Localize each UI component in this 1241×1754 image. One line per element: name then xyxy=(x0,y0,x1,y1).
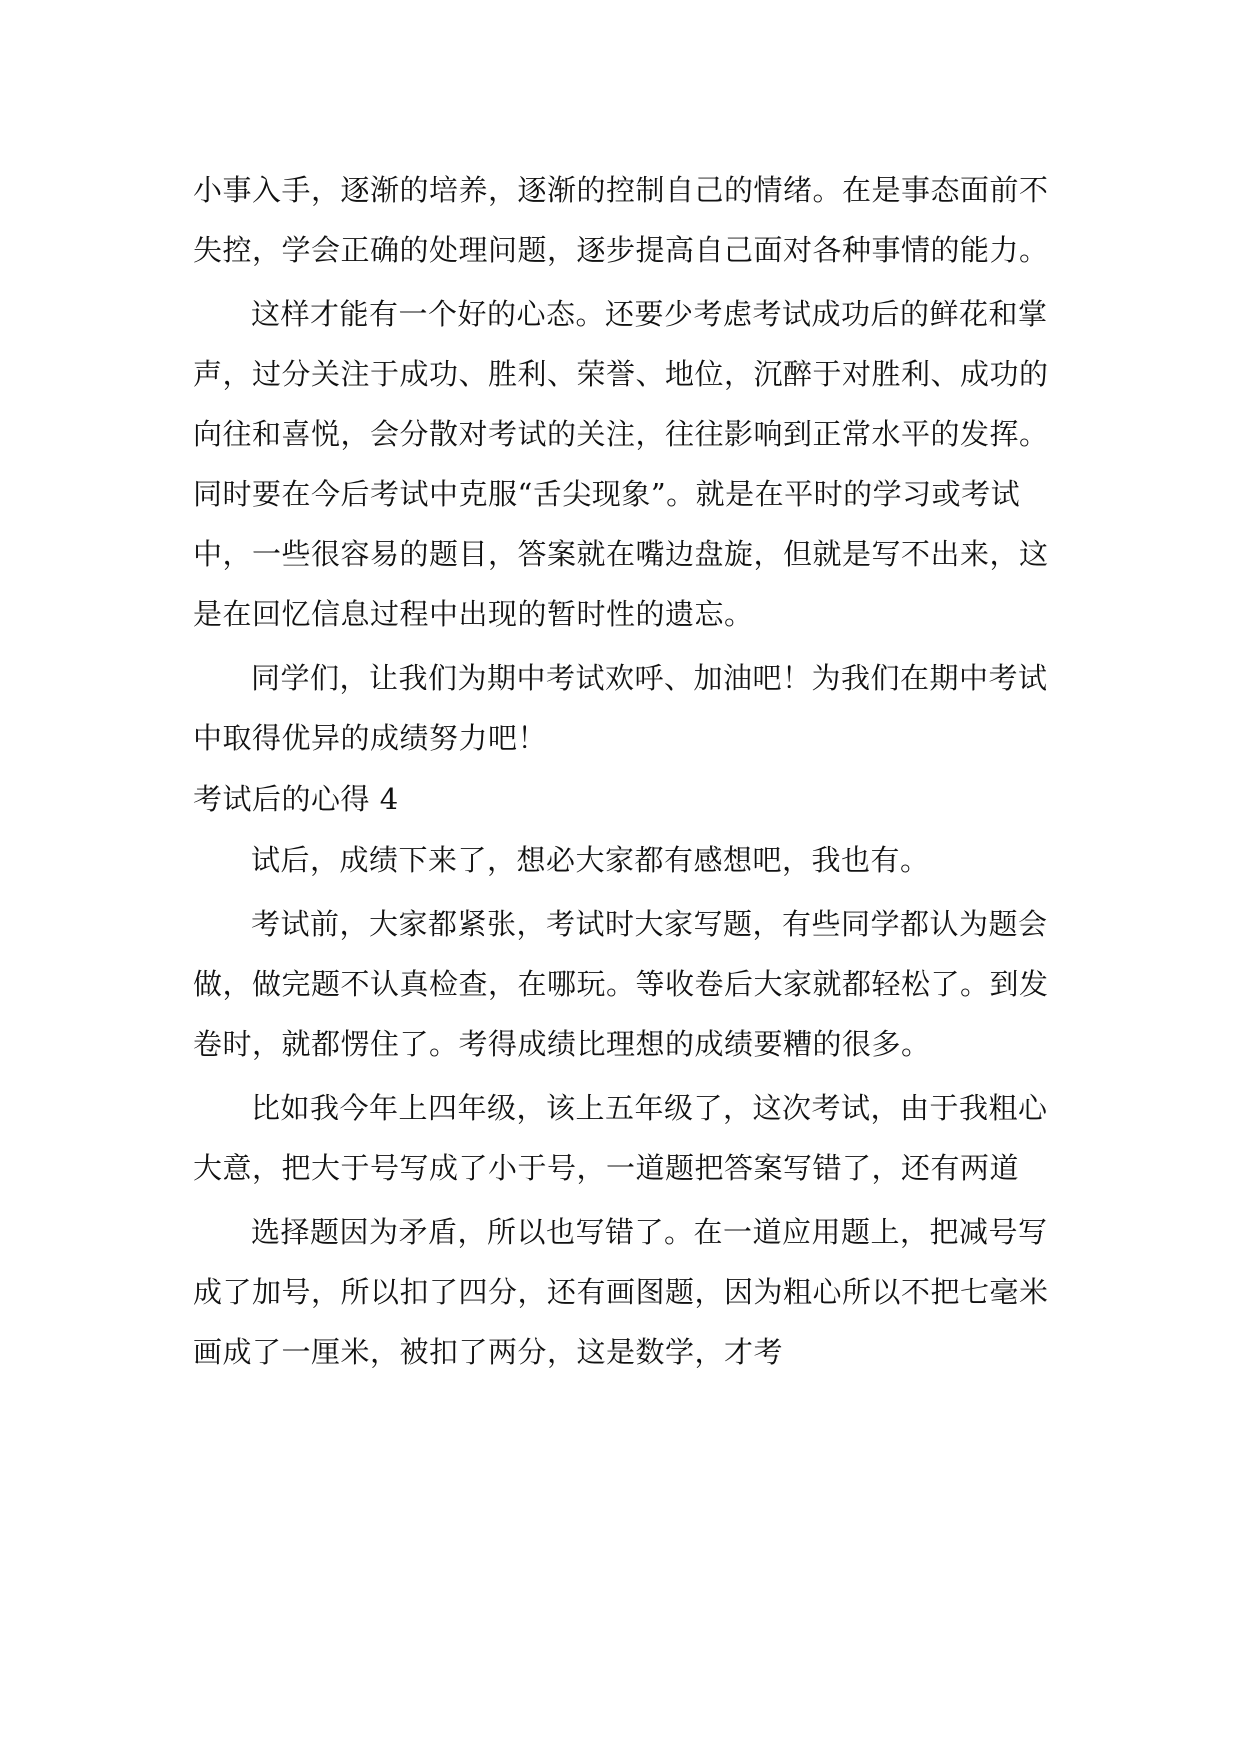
paragraph-3: 同学们，让我们为期中考试欢呼、加油吧！为我们在期中考试中取得优异的成绩努力吧！ xyxy=(193,661,1048,755)
paragraph-4: 试后，成绩下来了，想必大家都有感想吧，我也有。 xyxy=(251,843,930,877)
paragraph-5: 考试前，大家都紧张，考试时大家写题，有些同学都认为题会做，做完题不认真检查，在哪玩。等收卷后大家就都轻松了。到发卷时，就都愣住了。考得成绩比理想的成绩要糟的很多。 xyxy=(193,907,1049,1061)
document-body xyxy=(193,160,1053,1386)
paragraph-1: 小事入手，逐渐的培养，逐渐的控制自己的情绪。在是事态面前不失控，学会正确的处理问题，逐步提高自己面对各种事情的能力。 xyxy=(193,173,1049,267)
section-heading: 考试后的心得 4 xyxy=(193,782,399,816)
paragraph-7: 选择题因为矛盾，所以也写错了。在一道应用题上，把减号写成了加号，所以扣了四分，还有画图题，因为粗心所以不把七毫米画成了一厘米，被扣了两分，这是数学，才考 xyxy=(193,1215,1049,1369)
paragraph-6: 比如我今年上四年级，该上五年级了，这次考试，由于我粗心大意，把大于号写成了小于号，一道题把答案写错了，还有两道 xyxy=(193,1091,1048,1185)
paragraph-2: 这样才能有一个好的心态。还要少考虑考试成功后的鲜花和掌声，过分关注于成功、胜利、荣誉、地位，沉醉于对胜利、成功的向往和喜悦，会分散对考试的关注，往往影响到正常水平的发挥。同时要在今后考试中克服“舌尖现象”。就是在平时的学习或考试中，一些很容易的题目，答案就在嘴边盘旋，但就是写不出来，这是在回忆信息过程中出现的暂时性的遗忘。 xyxy=(193,297,1049,631)
